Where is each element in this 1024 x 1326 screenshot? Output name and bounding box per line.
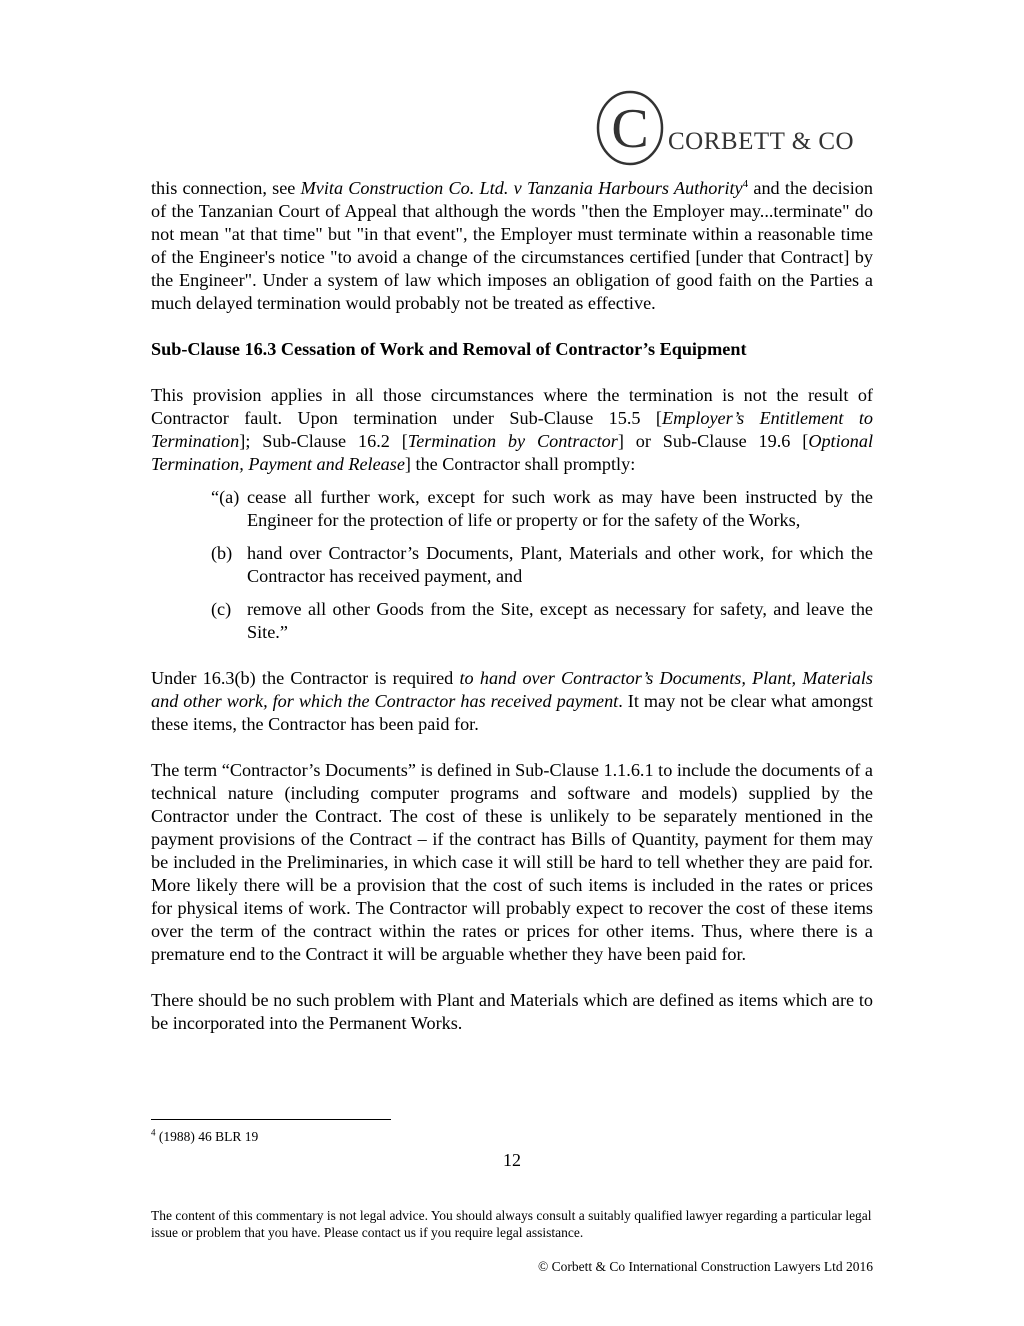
paragraph-handover: Under 16.3(b) the Contractor is required to hand over Contractor’s Documents, Plant, Materials and other work, for which the Contractor has received payment. It may not be clear what amongst these items, the Contractor has been paid for. (151, 668, 873, 734)
list-item (211, 486, 873, 532)
page-number: 12 (503, 1150, 521, 1170)
list-item (211, 542, 873, 588)
footnote-number: 4 (151, 1127, 156, 1138)
section-heading: Sub-Clause 16.3 Cessation of Work and Removal of Contractor’s Equipment (151, 339, 747, 359)
footnote-text: (1988) 46 BLR 19 (155, 1129, 259, 1144)
document-body (151, 177, 873, 1035)
list-text: remove all other Goods from the Site, except as necessary for safety, and leave the Site.” (247, 599, 873, 642)
list-item (211, 598, 873, 644)
footnote-ref: 4 (742, 177, 749, 190)
copyright: © Corbett & Co International Construction Lawyers Ltd 2016 (538, 1259, 873, 1274)
paragraph-plant-materials: There should be no such problem with Plant and Materials which are defined as items which are to be incorporated into the Permanent Works. (151, 990, 873, 1033)
list-marker: (c) (211, 599, 232, 619)
footnote (151, 1128, 258, 1146)
footnote-separator (151, 1119, 391, 1120)
paragraph-contractors-documents: The term “Contractor’s Documents” is defined in Sub-Clause 1.1.6.1 to include the documents of a technical nature (including computer programs and software and models) supplied by the Contractor under the Contract. The cost of these is unlikely to be separately mentioned in the payment provisions of the Contract – if the contract has Bills of Quantity, payment for them may be included in the Preliminaries, in which case it will still be hard to tell whether they are paid for. More likely there will be a provision that the cost of such items is included in the rates or prices for physical items of work. The Contractor will probably expect to recover the cost of these items over the term of the contract within the rates or prices for other items. Thus, where there is a premature end to the Contract it will be arguable whether they have been paid for. (151, 760, 873, 964)
case-name: Mvita Construction Co. Ltd. v Tanzania Harbours Authority (300, 178, 743, 198)
obligations-list (211, 486, 873, 644)
logo-text: CORBETT & CO (668, 128, 855, 155)
logo-circle-icon (594, 86, 674, 166)
paragraph-provision: This provision applies in all those circumstances where the termination is not the result of Contractor fault. Upon termination under Sub-Clause 15.5 [Employer’s Entitlement to Termination]; Sub-Clause 16.2 [Termination by Contractor] or Sub-Clause 19.6 [Optional Termination, Payment and Release] the Contractor shall promptly: (151, 385, 873, 474)
disclaimer: The content of this commentary is not legal advice. You should always consult a suitably qualified lawyer regarding a particular legal issue or problem that you have. Please contact us if you require legal assistance. (151, 1208, 872, 1240)
list-text: cease all further work, except for such work as may have been instructed by the Engineer for the protection of life or property or for the safety of the Works, (247, 487, 873, 530)
paragraph-intro: this connection, see Mvita Construction Co. Ltd. v Tanzania Harbours Authority$^4$ and the decision of the Tanzanian Court of Appeal that although the words "then the Employer may...terminate" do not mean "at that time" but "in that event", the Employer must terminate within a reasonable time of the Engineer's notice "to avoid a change of the circumstances certified [under that Contract] by the Engineer". Under a system of law which imposes an obligation of good faith on the Parties a much delayed termination would probably not be treated as effective. (151, 177, 873, 313)
corbett-logo (594, 86, 884, 174)
logo-letter: C (611, 98, 649, 160)
list-text: hand over Contractor’s Documents, Plant, Materials and other work, for which the Contractor has received payment, and (247, 543, 873, 586)
list-marker: (b) (211, 543, 233, 563)
list-marker: “(a) (211, 487, 240, 507)
